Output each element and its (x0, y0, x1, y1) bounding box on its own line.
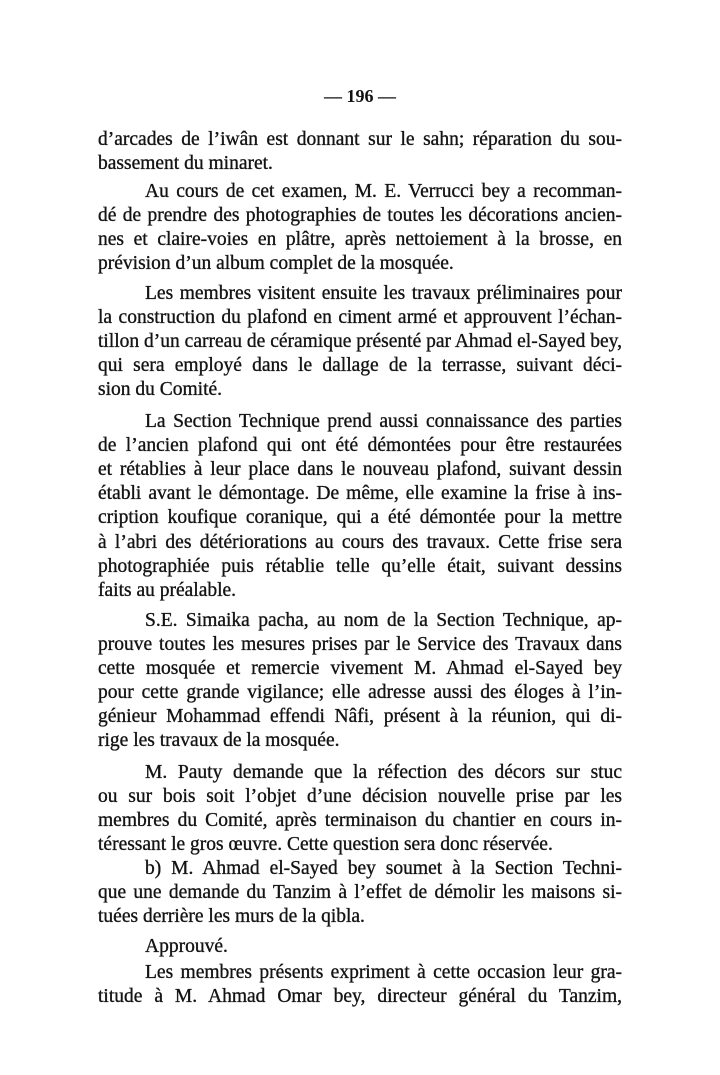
text-line: M. Pauty demande que la réfection des décors sur stuc (145, 762, 622, 783)
text-line: cription koufique coranique, qui a été démontée pour la mettre (98, 507, 622, 528)
text-line: pour cette grande vigilance; elle adresse aussi des éloges à l’in- (98, 682, 622, 703)
text-line: d’arcades de l’iwân est donnant sur le sahn; réparation du sou- (98, 129, 622, 150)
text-line: membres du Comité, après terminaison du chantier en cours in- (98, 810, 622, 831)
text-line: ou sur bois soit l’objet d’une décision nouvelle prise par les (98, 786, 622, 807)
text-line: que une demande du Tanzim à l’effet de démolir les maisons si- (98, 882, 622, 903)
text-line: faits au préalable. (98, 580, 237, 601)
text-line: tuées derrière les murs de la qibla. (98, 906, 365, 927)
text-line: La Section Technique prend aussi connaissance des parties (145, 411, 622, 432)
text-line: S.E. Simaika pacha, au nom de la Section Technique, ap- (145, 610, 622, 631)
text-line: prévision d’un album complet de la mosquée. (98, 253, 454, 274)
text-line: photographiée puis rétablie telle qu’elle était, suivant dessins (98, 556, 622, 577)
text-line: établi avant le démontage. De même, elle examine la frise à ins- (98, 483, 622, 504)
text-line: génieur Mohammad effendi Nâfi, présent à la réunion, qui di- (98, 706, 622, 727)
text-line: Au cours de cet examen, M. E. Verrucci bey a recomman- (145, 181, 622, 202)
text-line: tillon d’un carreau de céramique présenté par Ahmad el-Sayed bey, (98, 331, 622, 352)
text-line: qui sera employé dans le dallage de la terrasse, suivant déci- (98, 355, 622, 376)
text-line: téressant le gros œuvre. Cette question sera donc réservée. (98, 834, 553, 855)
text-line: bassement du minaret. (98, 153, 273, 174)
text-line: rige les travaux de la mosquée. (98, 730, 340, 751)
text-line: de l’ancien plafond qui ont été démontées pour être restaurées (98, 435, 622, 456)
text-line: à l’abri des détériorations au cours des travaux. Cette frise sera (98, 532, 622, 553)
text-line: Approuvé. (145, 936, 228, 957)
text-line: et rétablies à leur place dans le nouveau plafond, suivant dessin (98, 459, 622, 480)
text-line: prouve toutes les mesures prises par le Service des Travaux dans (98, 634, 622, 655)
text-line: la construction du plafond en ciment armé et approuvent l’échan- (98, 307, 622, 328)
page-number: — 196 — (324, 86, 396, 106)
text-line: Les membres présents expriment à cette occasion leur gra- (145, 962, 622, 983)
text-line: b) M. Ahmad el-Sayed bey soumet à la Section Techni- (145, 858, 622, 879)
text-line: dé de prendre des photographies de toutes les décorations ancien- (98, 205, 622, 226)
text-line: nes et claire-voies en plâtre, après nettoiement à la brosse, en (98, 229, 622, 250)
text-line: titude à M. Ahmad Omar bey, directeur général du Tanzim, (98, 986, 622, 1007)
text-line: Les membres visitent ensuite les travaux préliminaires pour (145, 283, 622, 304)
text-line: cette mosquée et remercie vivement M. Ahmad el-Sayed bey (98, 658, 622, 679)
text-line: sion du Comité. (98, 379, 223, 400)
